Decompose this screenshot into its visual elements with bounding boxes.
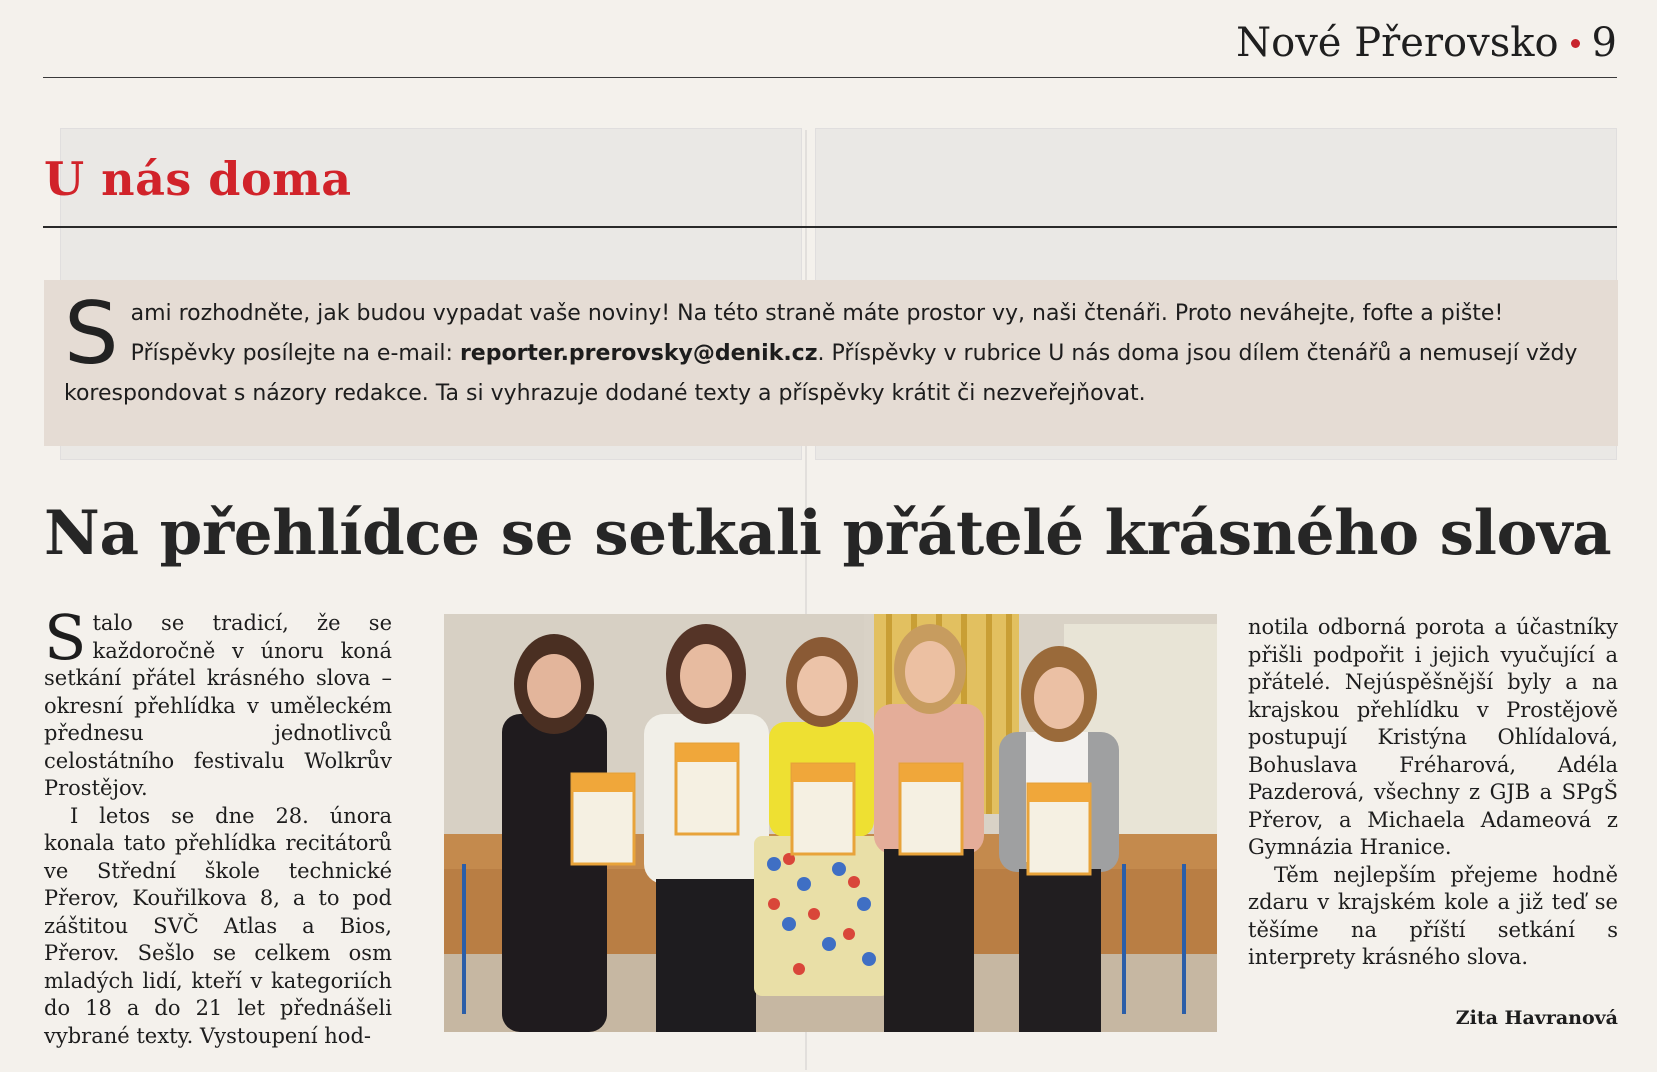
section-title: U nás doma xyxy=(44,152,352,206)
article-column-left xyxy=(44,601,392,1050)
article-author: Zita Havranová xyxy=(1455,1007,1618,1029)
masthead-dot xyxy=(1571,39,1580,48)
article-paragraph xyxy=(44,601,392,803)
section-rule xyxy=(43,226,1617,228)
article-column-right xyxy=(1248,614,1618,972)
photo-five-girls-with-diplomas xyxy=(444,614,1217,1032)
top-rule xyxy=(43,77,1617,78)
article-headline: Na přehlídce se setkali přátelé krásného slova xyxy=(44,498,1612,569)
intro-dropcap: S xyxy=(64,284,119,384)
article-photo xyxy=(444,614,1217,1032)
intro-text-after: . Příspěvky v rubrice U nás doma jsou dílem čtenářů a nemusejí vždy korespondovat s názory redakce. Ta si vyhrazuje dodané texty a příspěvky krátit či nezveřejňovat. xyxy=(64,341,1578,406)
article-text: talo se tradicí, že se každoročně v únoru koná setkání přátel krásného slova – okresní přehlídka v uměleckém přednesu jednotlivců celostátního festivalu Wolkrův Prostějov. xyxy=(44,611,392,800)
intro-email[interactable]: reporter.prerovsky@denik.cz xyxy=(459,341,818,366)
intro-text-before: ami rozhodněte, jak budou vypadat vaše noviny! Na této straně máte prostor vy, naši čtenáři. Proto neváhejte, fofte a pište! Příspěvky posílejte na e-mail: xyxy=(130,301,1504,366)
intro-box xyxy=(44,280,1618,446)
article-dropcap: S xyxy=(44,601,87,674)
masthead xyxy=(1236,20,1617,66)
article-paragraph: notila odborná porota a účastníky přišli podpořit i jejich vyučující a přátelé. Nejúspěšnější byly a na krajskou přehlídku v Prostějově postupují Kristýna Ohlídalová, Bohuslava Fréharová, Adéla Pazderová, všechny z GJB a SPgŠ Přerov, a Michaela Adameová z Gymnázia Hranice. xyxy=(1248,615,1618,859)
article-paragraph: Těm nejlepším přejeme hodně zdaru v krajském kole a již teď se těšíme na příští setkání s interprety krásného slova. xyxy=(1248,862,1618,969)
page-number: 9 xyxy=(1591,20,1617,66)
article-paragraph: I letos se dne 28. února konala tato přehlídka recitátorů ve Střední škole technické Přerov, Kouřilkova 8, a to pod záštitou SVČ Atlas a Bios, Přerov. Sešlo se celkem osm mladých lidí, kteří v kategoriích do 18 a do 21 let přednášeli vybrané texty. Vystoupení hod- xyxy=(44,803,392,1048)
masthead-title: Nové Přerovsko xyxy=(1236,20,1559,66)
